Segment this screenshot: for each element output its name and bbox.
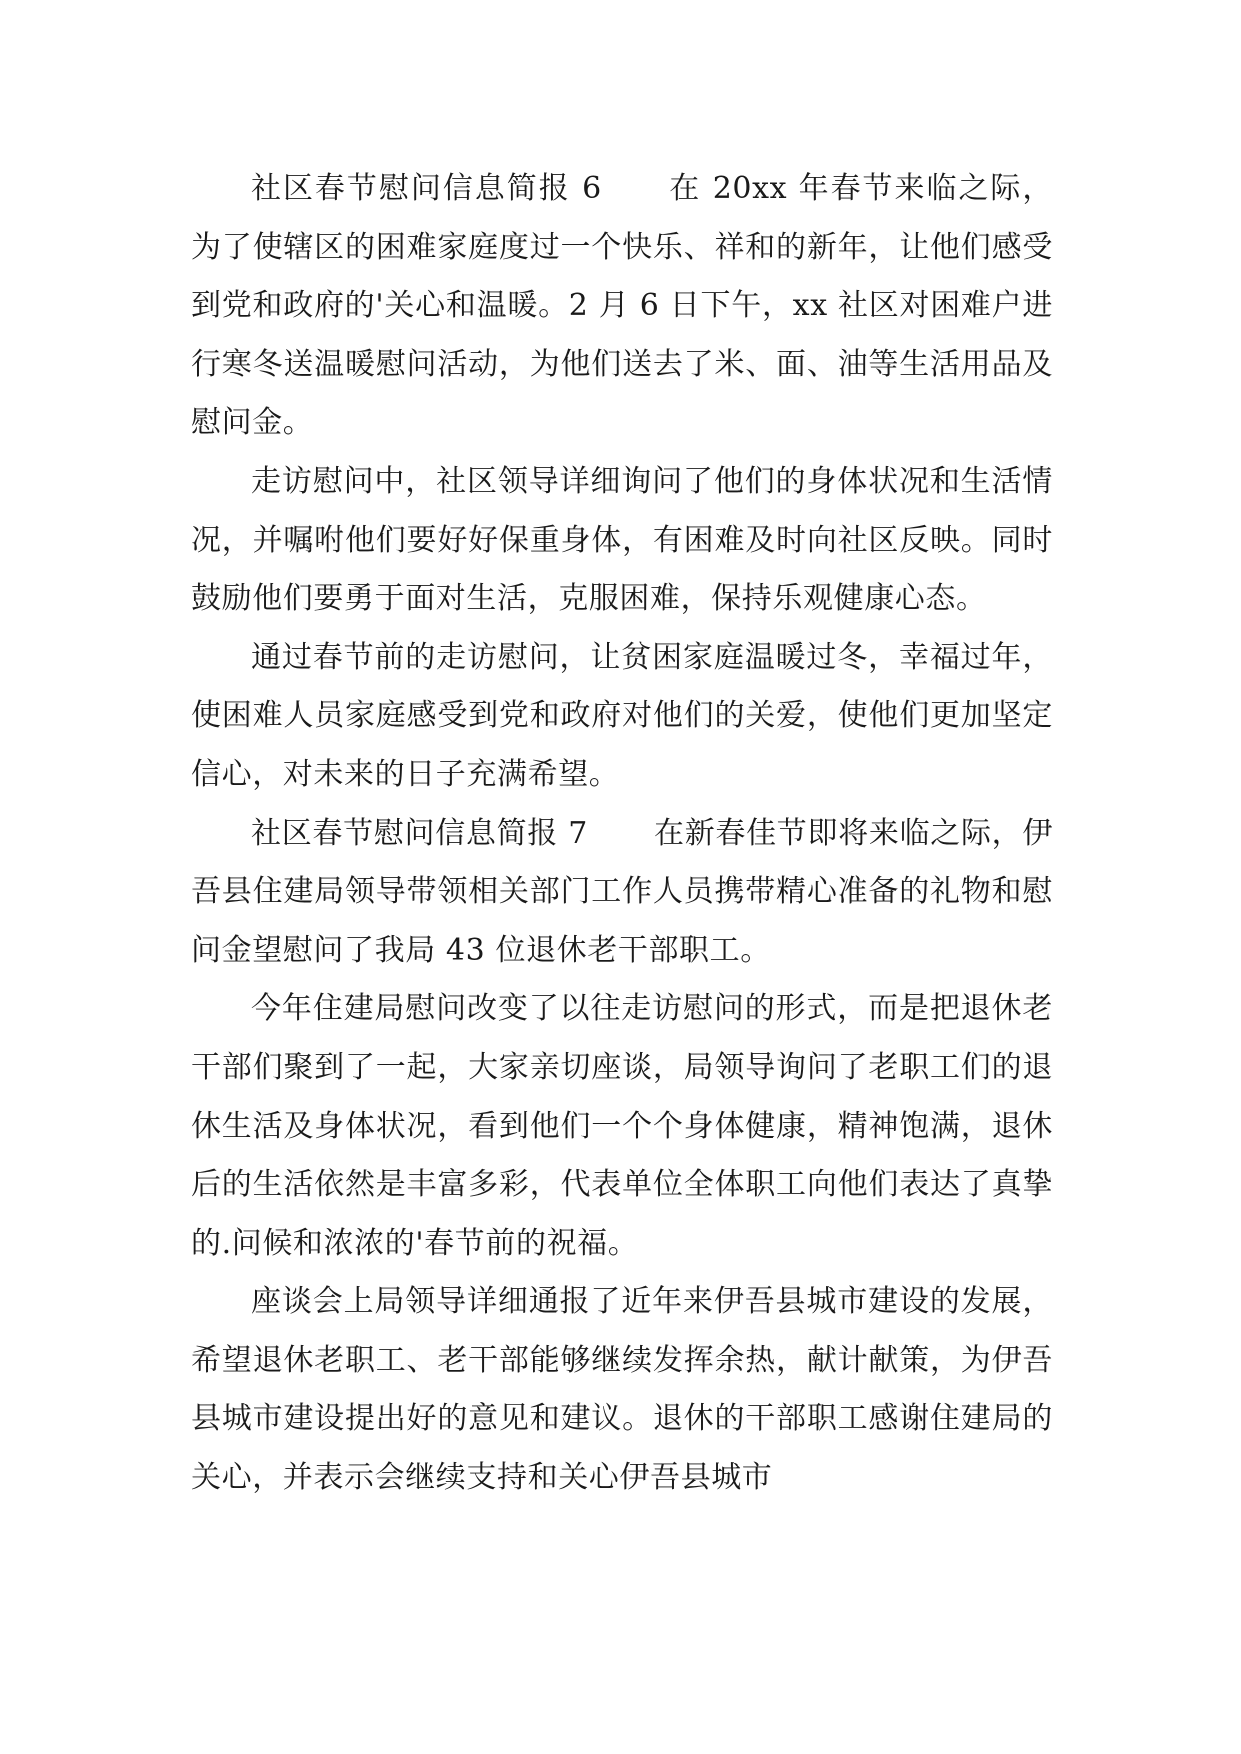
paragraph-text: 在新春佳节即将来临之际，伊吾县住建局领导带领相关部门工作人员携带精心准备的礼物和慰问金望慰问了我局 43 位退休老干部职工。 xyxy=(191,815,1053,968)
paragraph-text: 座谈会上局领导详细通报了近年来伊吾县城市建设的发展，希望退休老职工、老干部能够继续发挥余热，献计献策，为伊吾县城市建设提出好的意见和建议。退休的干部职工感谢住建局的关心，并表示会继续支持和关心伊吾县城市 xyxy=(191,1284,1053,1496)
paragraph-1 xyxy=(191,160,1053,453)
document-body xyxy=(191,160,1053,1508)
brief-heading-7: 社区春节慰问信息简报 7 xyxy=(251,815,588,851)
paragraph-text: 在 20xx 年春节来临之际，为了使辖区的困难家庭度过一个快乐、祥和的新年，让他们感受到党和政府的'关心和温暖。2 月 6 日下午，xx 社区对困难户进行寒冬送温暖慰问活动，为他们送去了米、面、油等生活用品及慰问金。 xyxy=(191,171,1053,441)
paragraph-3 xyxy=(191,629,1053,805)
paragraph-6 xyxy=(191,1273,1053,1507)
paragraph-4 xyxy=(191,805,1053,981)
paragraph-2 xyxy=(191,453,1053,629)
brief-heading-6: 社区春节慰问信息简报 6 xyxy=(251,171,602,206)
paragraph-text: 通过春节前的走访慰问，让贫困家庭温暖过冬，幸福过年，使困难人员家庭感受到党和政府对他们的关爱，使他们更加坚定信心，对未来的日子充满希望。 xyxy=(191,639,1053,792)
paragraph-text: 走访慰问中，社区领导详细询问了他们的身体状况和生活情况，并嘱咐他们要好好保重身体，有困难及时向社区反映。同时鼓励他们要勇于面对生活，克服困难，保持乐观健康心态。 xyxy=(191,463,1053,617)
paragraph-5 xyxy=(191,980,1053,1273)
paragraph-text: 今年住建局慰问改变了以往走访慰问的形式，而是把退休老干部们聚到了一起，大家亲切座谈，局领导询问了老职工们的退休生活及身体状况，看到他们一个个身体健康，精神饱满，退休后的生活依然是丰富多彩，代表单位全体职工向他们表达了真挚的.问候和浓浓的'春节前的祝福。 xyxy=(191,991,1053,1261)
